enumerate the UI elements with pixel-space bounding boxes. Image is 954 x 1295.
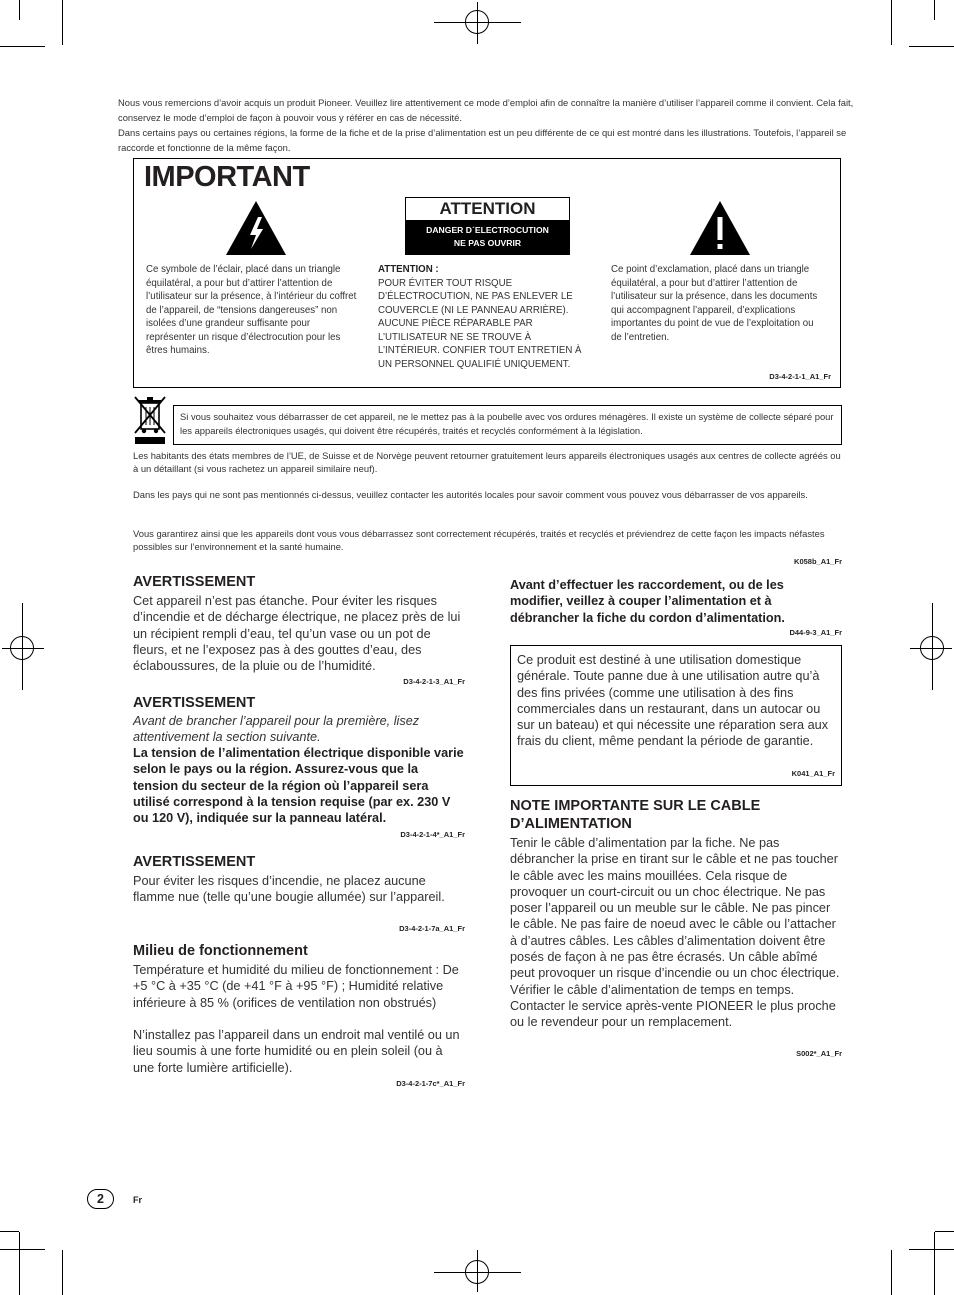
attention-subtext [406,220,569,254]
environment-text-1: Température et humidité du milieu de fonctionnement : De +5 °C à +35 °C (de +41 °F à +95 °F) ; Humidité relative inférieure à 85 % (orifices de ventilation non obstrués) [133,963,459,1010]
warning-text-3: Pour éviter les risques d’incendie, ne placez aucune flamme nue (telle qu’une bougie allumée) sur l’appareil. [133,874,445,905]
warning-heading-1: AVERTISSEMENT [133,574,256,590]
weee-notice-box: Si vous souhaitez vous débarrasser de cet appareil, ne le mettez pas à la poubelle avec vos ordures ménagères. Il existe un système de collecte séparé pour les appareils électroniques usagés, qui doivent être récupérés, traités et recyclés conformément à la législation. [173,405,842,445]
warning-bold-2: La tension de l’alimentation électrique disponible varie selon le pays ou la région. Assurez-vous que la tension du secteur de la région où l’appareil sera utilisé correspond à la tension requise (par ex. 230 V ou 120 V), indiquée sur la panneau latéral. [133,746,464,826]
important-code: D3-4-2-1-1_A1_Fr [769,372,831,381]
weee-code: K058b_A1_Fr [794,557,842,566]
intro-paragraph-2: Dans certains pays ou certaines régions, la forme de la fiche et de la prise d’alimentation est un peu différente de ce qui est montré dans les illustrations. Toutefois, l’appareil se raccorde et fonctionne de la même façon. [118,127,847,153]
weee-paragraph-1: Les habitants des états membres de l’UE, de Suisse et de Norvège peuvent retourner gratuitement leurs appareils électroniques usagés aux centres de collecte agréés ou à un détaillant (si vous rachetez un appareil similaire neuf). [133,450,841,474]
warning-text-1: Cet appareil n’est pas étanche. Pour éviter les risques d’incendie et de décharge électrique, ne placez près de lui un récipient rempli d’eau, tel qu’un vase ou un pot de fleurs, et ne l’exposez pas à des gouttes d’eau, des éclaboussures, de la pluie ou de l’humidité. [133,594,461,674]
warning-code-1: D3-4-2-1-3_A1_Fr [403,677,465,686]
connection-warning: Avant d’effectuer les raccordement, ou de les modifier, veillez à couper l’alimentation et à débrancher la fiche du cordon d’alimentation. [510,578,785,625]
connection-code: D44-9-3_A1_Fr [789,628,842,637]
environment-code: D3-4-2-1-7c*_A1_Fr [396,1079,465,1088]
exclamation-explanation: Ce point d’exclamation, placé dans un triangle équilatéral, a pour but d’attirer l’attention de l’utilisateur sur la présence, dans les documents qui accompagnent l’appareil, d’explications importantes du point de vue de l’exploitation ou de l’entretien. [611,264,818,343]
attention-explanation-heading: ATTENTION : [378,264,439,275]
page-number: 2 [87,1189,114,1209]
attention-explanation-body: POUR ÉVITER TOUT RISQUE D’ÉLECTROCUTION, NE PAS ENLEVER LE COUVERCLE (NI LE PANNEAU ARRIÈRE). AUCUNE PIÈCE RÉPARABLE PAR L’UTILISATEUR NE SE TROUVE À L’INTÉRIEUR. CONFIER TOUT ENTRETIEN À UN PERSONNEL QUALIFIÉ UNIQUEMENT. [378,277,582,370]
environment-heading: Milieu de fonctionnement [133,943,308,959]
attention-heading: ATTENTION [406,198,569,220]
attention-label [405,197,570,255]
important-title: IMPORTANT [144,161,310,193]
important-box [133,158,841,388]
domestic-use-text: Ce produit est destiné à une utilisation domestique générale. Toute panne due à une utilisation autre qu’à des fins privées (comme une utilisation à des fins commerciales dans un restaurant, dans un autocar ou sur un bateau) et qui nécessite une réparation sera aux frais du client, même pendant la période de garantie. [517,653,829,749]
power-cable-code: S002*_A1_Fr [796,1049,842,1058]
warning-italic-2: Avant de brancher l’appareil pour la première, lisez attentivement la section suivante. [133,714,420,745]
attention-sub-line-1: DANGER D´ELECTROCUTION [426,225,549,235]
environment-text-2: N’installez pas l’appareil dans un endroit mal ventilé ou un lieu soumis à une forte humidité ou en plein soleil (ou à une forte lumière artificielle). [133,1028,460,1075]
power-cable-heading: NOTE IMPORTANTE SUR LE CABLE D’ALIMENTATION [510,798,761,832]
power-cable-text: Tenir le câble d’alimentation par la fiche. Ne pas débrancher la prise en tirant sur le câble et ne pas toucher le câble avec les mains mouillées. Cela risque de provoquer un court-circuit ou un choc électrique. Ne pas poser l’appareil ou un meuble sur le câble. Ne pas pincer le câble. Ne pas faire de noeud avec le câble ou l’attacher à d’autres câbles. Les câbles d’alimentation doivent être posés de façon à ne pas être écrasés. Un câble abîmé peut provoquer un risque d’incendie ou un choc électrique. Vérifier le câble d’alimentation de temps en temps. Contacter le service après-vente PIONEER le plus proche ou le revendeur pour un remplacement. [510,836,840,1030]
weee-paragraph-3: Vous garantirez ainsi que les appareils dont vous vous débarrassez sont correctement récupérés, traités et recyclés et préviendrez de cette façon les impacts néfastes possibles sur l’environnement et la santé humaine. [133,528,825,552]
domestic-use-notice-box [510,645,842,786]
lightning-explanation: Ce symbole de l’éclair, placé dans un triangle équilatéral, a pour but d’attirer l’attention de l’utilisateur sur la présence, à l’intérieur du coffret de l’appareil, de “tensions dangereuses” non isolées d’une grandeur suffisante pour représenter un risque d’électrocution pour les êtres humains. [146,264,357,356]
attention-explanation [378,263,595,371]
crossed-bin-icon [133,395,167,445]
warning-heading-2: AVERTISSEMENT [133,695,256,711]
warning-code-2: D3-4-2-1-4*_A1_Fr [400,830,465,839]
domestic-use-code: K041_A1_Fr [791,769,835,778]
lightning-warning-icon [224,199,288,257]
exclamation-warning-icon [688,199,752,257]
warning-code-3: D3-4-2-1-7a_A1_Fr [399,924,465,933]
intro-text [118,95,858,155]
warning-heading-3: AVERTISSEMENT [133,854,256,870]
intro-paragraph-1: Nous vous remercions d’avoir acquis un produit Pioneer. Veuillez lire attentivement ce mode d’emploi afin de connaître la manière d’utiliser l’appareil comme il convient. Cela fait, conservez le mode d’emploi de façon à pouvoir vous y référer en cas de nécessité. [118,97,854,123]
weee-paragraph-2: Dans les pays qui ne sont pas mentionnés ci-dessus, veuillez contacter les autorités locales pour savoir comment vous pouvez vous débarrasser de vos appareils. [133,489,808,500]
language-code: Fr [133,1195,142,1205]
attention-sub-line-2: NE PAS OUVRIR [453,238,522,248]
